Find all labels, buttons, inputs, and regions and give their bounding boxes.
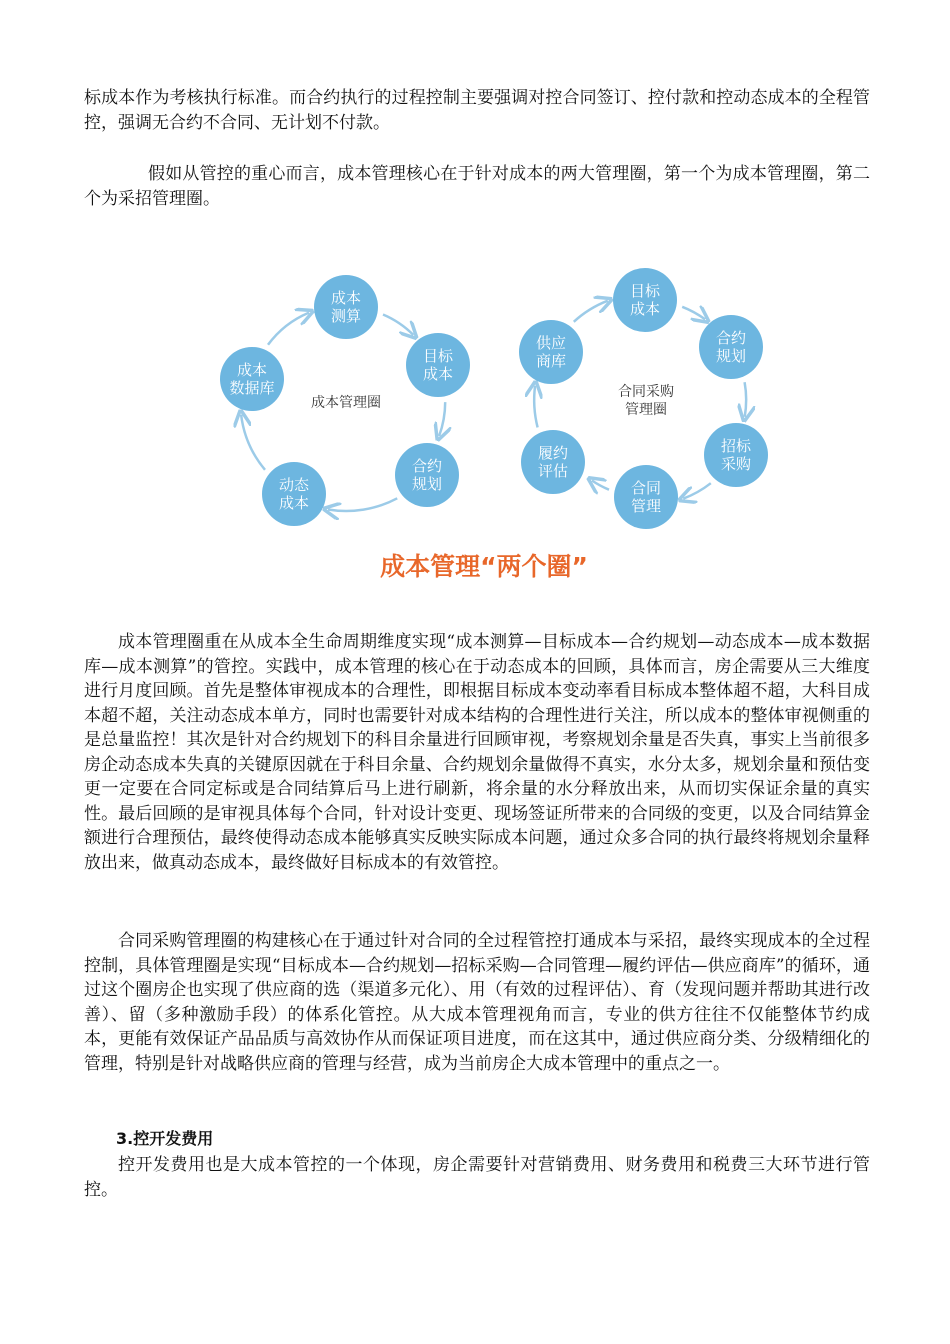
paragraph-development-expense: 控开发费用也是大成本管控的一个体现，房企需要针对营销费用、财务费用和税费三大环节进行管控。 (84, 1155, 870, 1200)
flow-arrow (439, 402, 445, 436)
paragraph-procurement-circle: 合同采购管理圈的构建核心在于通过针对合同的全过程管控打通成本与采招，最终实现成本的全过程控制，具体管理圈是实现“目标成本—合约规划—招标采购—合同管理—履约评估—供应商库”的循环，通过这个圈房企也实现了供应商的选（渠道多元化）、用（有效的过程评估）、育（发现问题并帮助其进行改善）、留（多种激励手段）的体系化管控。从大成本管理视角而言，专业的供方往往不仅能整体节约成本，更能有效保证产品品质与高效协作从而保证项目进度，而在这其中，通过供应商分类、分级精细化的管理，特别是针对战略供应商的管理与经营，成为当前房企大成本管理中的重点之一。 (84, 931, 870, 1074)
circle-node (395, 443, 459, 507)
flow-arrow (745, 382, 747, 417)
flow-arrow (534, 386, 537, 428)
node-label: 测算 (330, 307, 362, 325)
circle-node (519, 320, 583, 384)
paragraph-cost-circle: 成本管理圈重在从成本全生命周期维度实现“成本测算—目标成本—合约规划—动态成本—成本数据库—成本测算”的管控。实践中，成本管理的核心在于动态成本的回顾，具体而言，房企需要从三大维度进行月度回顾。首先是整体审视成本的合理性，即根据目标成本变动率看目标成本整体超不超，大科目成本超不超，关注动态成本单方，同时也需要针对成本结构的合理性进行关注，所以成本的整体审视侧重的是总量监控！其次是针对合约规划下的科目余量进行回顾审视，考察规划余量是否失真，事实上当前很多房企动态成本失真的关键原因就在于科目余量、合约规划余量做得不真实，水分太多，规划余量和预估变更一定要在合同定标或是合同结算后马上进行刷新，将余量的水分释放出来，从而切实保证余量的真实性。最后回顾的是审视具体每个合同，针对设计变更、现场签证所带来的合同级的变更，以及合同结算金额进行合理预估，最终使得动态成本能够真实反映实际成本问题，通过众多合同的执行最终将规划余量释放出来，做真动态成本，最终做好目标成本的有效管控。 (84, 632, 870, 873)
paragraph-two-circles-intro: 假如从管控的重心而言，成本管理核心在于针对成本的两大管理圈，第一个为成本管理圈，第二个为采招管理圈。 (84, 164, 870, 209)
node-label: 商库 (535, 352, 567, 370)
flow-arrow (328, 498, 397, 511)
flow-arrow (574, 301, 608, 322)
node-label: 规划 (411, 475, 443, 493)
node-label: 成本 (278, 494, 310, 512)
node-label: 合约 (411, 457, 443, 475)
node-label: 管理 (630, 497, 662, 515)
node-label: 数据库 (229, 379, 275, 397)
section-heading-3: 3.控开发费用 (116, 1129, 214, 1148)
cost-management-circle (220, 275, 470, 526)
diagram-title: 成本管理“两个圈” (380, 552, 588, 581)
circle-center-label: 管理圈 (625, 402, 667, 418)
paragraph-contract-control: 标成本作为考核执行标准。而合约执行的过程控制主要强调对控合同签订、控付款和控动态成本的全程管控，强调无合约不合同、无计划不付款。 (84, 88, 870, 133)
node-label: 评估 (537, 462, 569, 480)
node-label: 采购 (720, 455, 752, 473)
circle-center-label: 成本管理圈 (311, 395, 381, 411)
flow-arrow (592, 481, 609, 490)
flow-arrow (268, 313, 309, 345)
flow-arrow (241, 415, 265, 470)
flow-arrow (383, 315, 413, 336)
circle-node (699, 315, 763, 379)
flow-arrow (683, 483, 711, 499)
circle-center-label: 合同采购 (618, 384, 674, 400)
node-label: 动态 (278, 476, 310, 494)
circle-node (613, 268, 677, 332)
node-label: 履约 (537, 444, 569, 462)
node-label: 成本 (629, 300, 661, 318)
two-circles-diagram (200, 250, 770, 595)
circle-node (314, 275, 378, 339)
node-label: 合同 (630, 479, 662, 497)
circle-node (704, 423, 768, 487)
circle-node (406, 333, 470, 397)
node-label: 成本 (422, 365, 454, 383)
node-label: 规划 (715, 347, 747, 365)
node-label: 成本 (236, 361, 268, 379)
flow-arrow (682, 307, 705, 320)
circle-node (220, 347, 284, 411)
circle-node (614, 465, 678, 529)
node-label: 招标 (720, 437, 752, 455)
node-label: 合约 (715, 329, 747, 347)
circle-node (521, 430, 585, 494)
node-label: 成本 (330, 289, 362, 307)
node-label: 目标 (629, 282, 661, 300)
node-label: 目标 (422, 347, 454, 365)
circle-node (262, 462, 326, 526)
node-label: 供应 (535, 334, 567, 352)
contract-procurement-circle (519, 268, 768, 529)
